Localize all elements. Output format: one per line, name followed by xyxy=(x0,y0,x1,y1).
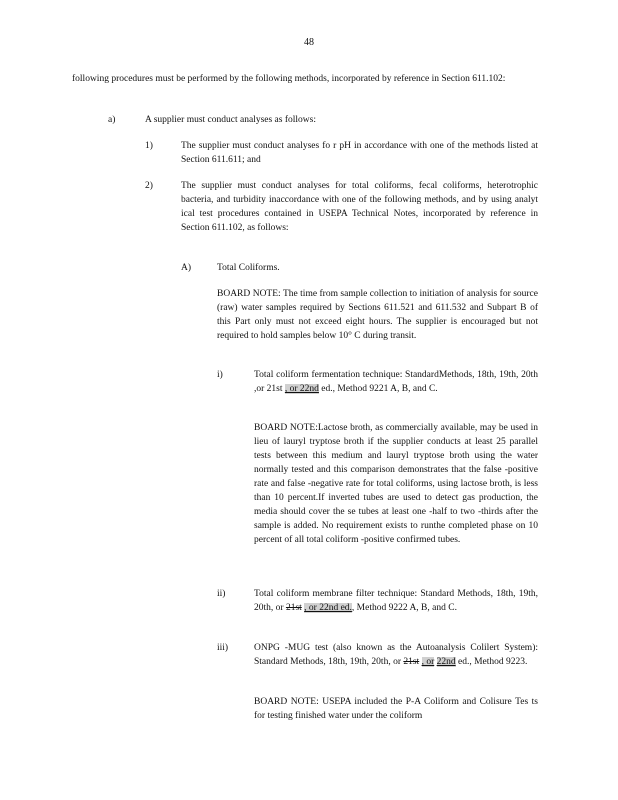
item-iii-board-note: BOARD NOTE: USEPA included the P-A Coliform and Colisure Tes ts for testing finished water under the coliform xyxy=(254,697,538,721)
item-iii-text-part5: ed., Method 9223. xyxy=(458,657,528,667)
item-1-text: The supplier must conduct analyses fo r pH in accordance with one of the methods listed at Section 611.611; and xyxy=(181,141,538,165)
item-i-amendment: , or 22nd xyxy=(284,384,319,394)
item-A-heading: Total Coliforms. xyxy=(217,263,280,273)
item-2-text: The supplier must conduct analyses for total coliforms, fecal coliforms, heterotrophic bacteria, and turbidity inaccordance with one of the following methods, and by using analyt ical test procedures contained in USEPA Technical Notes, incorporated by reference in Section 611.102, as follows: xyxy=(181,181,538,233)
item-A-board-note: BOARD NOTE: The time from sample collection to initiation of analysis for source (raw) water samples required by Sections 611.521 and 611.532 and Subpart B of this Part only must not exceed eight hours. The supplier is encouraged but not required to hold samples below 10° C during transit. xyxy=(217,289,538,341)
item-a-label: a) xyxy=(108,115,116,125)
item-A-label: A) xyxy=(181,263,192,273)
item-iii-text xyxy=(254,641,538,669)
item-ii-text-part1: Total coliform membrane filter technique: Standard Methods, 18th, 19th, 20th, or xyxy=(254,589,538,613)
item-ii-text-part4: , Method 9222 A, B, and C. xyxy=(351,603,457,613)
item-i-text-part1: Total coliform fermentation technique: StandardMethods, 18th, 19th, 20th ,or 21st xyxy=(254,370,538,394)
item-ii-label: ii) xyxy=(217,589,226,599)
item-iii-amendment-2: 22nd xyxy=(436,657,456,667)
item-iii-text-part1: ONPG -MUG test (also known as the Autoanalysis Colilert System): Standard Methods, 18th, 19th, 20th, or xyxy=(254,643,538,667)
item-a-text: A supplier must conduct analyses as follows: xyxy=(145,115,316,125)
item-iii-amendment-1: , or xyxy=(421,657,435,667)
item-i-text xyxy=(254,368,538,396)
item-1-label: 1) xyxy=(145,141,153,151)
item-ii-text xyxy=(254,587,538,615)
item-ii-strikethrough: 21st xyxy=(285,603,302,613)
item-i-text-part3: ed., Method 9221 A, B, and C. xyxy=(321,384,438,394)
page-number: 48 xyxy=(304,37,314,48)
item-2-label: 2) xyxy=(145,181,153,191)
item-i-board-note: BOARD NOTE:Lactose broth, as commercially available, may be used in lieu of lauryl tryptose broth if the supplier conducts at least 25 parallel tests between this medium and lauryl tryptose broth using the water normally tested and this comparison demonstrates that the false -positive rate and false -negative rate for total coliforms, using lactose broth, is less than 10 percent.If inverted tubes are used to detect gas production, the media should cover the se tubes at least one -half to two -thirds after the sample is added. No requirement exists to runthe completed phase on 10 percent of all total coliform -positive confirmed tubes. xyxy=(254,423,538,545)
item-iii-strikethrough: 21st xyxy=(403,657,420,667)
intro-paragraph: following procedures must be performed by the following methods, incorporated by reference in Section 611.102: xyxy=(72,74,506,84)
item-i-label: i) xyxy=(217,370,223,380)
item-iii-label: iii) xyxy=(217,643,229,653)
item-ii-amendment: , or 22nd ed. xyxy=(304,603,352,613)
